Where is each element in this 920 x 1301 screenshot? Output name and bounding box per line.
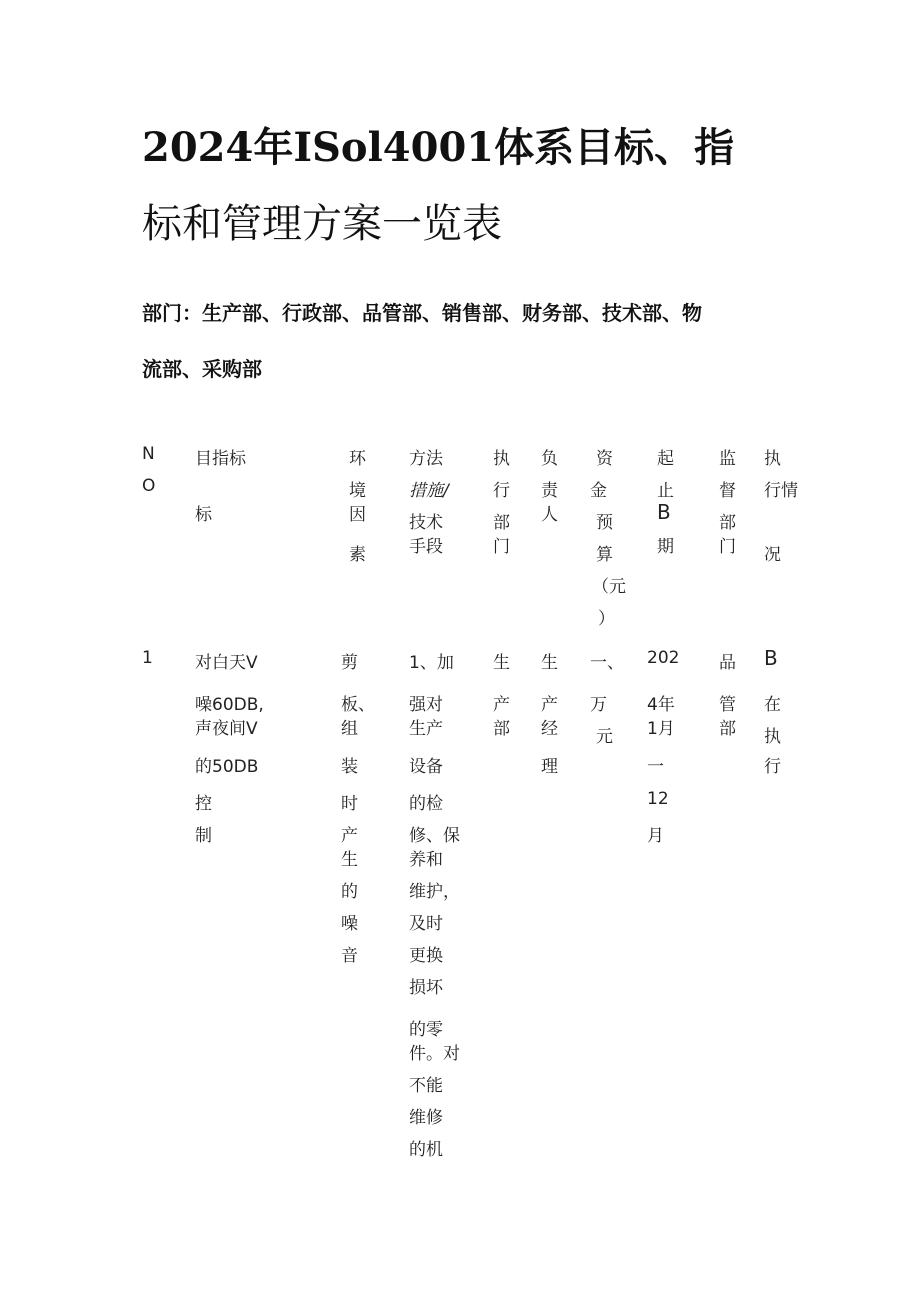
row1-period-line: 202 [647,648,680,668]
row1-period-line: 一 [647,757,664,777]
document-title-line-2: 标和管理方案一览表 [142,201,502,247]
row1-budget-line: 万 [590,695,607,715]
row1-owner-line: 经 [541,719,558,739]
row1-env-line: 生 [341,850,358,870]
row1-env-line: 产 [341,826,358,846]
header-owner-line: 负 [541,449,558,469]
header-status-line: 况 [764,545,781,565]
row1-status-line: 在 [764,695,781,715]
row1-exec-dept-line: 产 [493,695,510,715]
row1-exec-dept-line: 生 [493,653,510,673]
row1-method-line: 的检 [409,794,443,814]
row1-no-line: 1 [142,648,153,668]
row1-env-line: 板、 [341,695,375,715]
header-budget-line: ） [598,609,615,629]
document-title-line-1: 2024年ISol4001体系目标、指 [142,124,735,171]
row1-env-line: 组 [341,719,358,739]
row1-method-line: 的机 [409,1140,443,1160]
header-target-line: 标 [195,505,212,525]
header-period-line: B [657,500,671,524]
row1-method-line: 1、加 [409,653,454,673]
row1-status-line: 行 [764,757,781,777]
row1-method-line: 修、保 [409,826,460,846]
row1-method-line: 强对 [409,695,443,715]
header-budget-line: 金 [590,481,607,501]
row1-env-line: 噪 [341,914,358,934]
row1-period-line: 4年 [647,695,675,715]
row1-method-line: 的零 [409,1020,443,1040]
row1-status-line: B [764,646,778,670]
row1-budget-line: 元 [596,727,613,747]
header-supervisor-line: 部 [719,513,736,533]
header-owner-line: 责 [541,481,558,501]
row1-method-line: 更换 [409,946,443,966]
header-env-line: 素 [349,545,366,565]
row1-method-line: 维护， [409,882,460,902]
header-target-line: 目指标 [195,449,246,469]
row1-env-line: 时 [341,794,358,814]
header-no-line: O [142,476,156,496]
row1-method-line: 不能 [409,1076,443,1096]
header-period-line: 止 [657,481,674,501]
header-supervisor-line: 督 [719,481,736,501]
row1-env-line: 音 [341,946,358,966]
row1-target-line: 的50DB [195,757,259,777]
header-period-line: 期 [657,537,674,557]
header-method-line: 方法 [409,449,443,469]
department-line-1: 部门：生产部、行政部、品管部、销售部、财务部、技术部、物 [142,301,702,325]
row1-target-line: 声夜间V [195,719,258,739]
row1-owner-line: 产 [541,695,558,715]
header-budget-line: 资 [596,449,613,469]
row1-period-line: 月 [647,826,664,846]
row1-supervisor-line: 管 [719,695,736,715]
header-status-line: 行情 [764,481,798,501]
row1-env-line: 的 [341,882,358,902]
row1-env-line: 装 [341,757,358,777]
row1-supervisor-line: 部 [719,719,736,739]
header-method-line: 技术 [409,513,443,533]
row1-method-line: 损坏 [409,978,443,998]
header-exec-dept-line: 部 [493,513,510,533]
row1-method-line: 维修 [409,1108,443,1128]
row1-period-line: 12 [647,789,669,809]
header-method-line: 手段 [409,537,443,557]
row1-method-line: 生产 [409,719,443,739]
header-exec-dept-line: 行 [493,481,510,501]
header-exec-dept-line: 门 [493,537,510,557]
header-env-line: 因 [349,505,366,525]
department-line-2: 流部、采购部 [142,357,262,381]
row1-budget-line: 一、 [590,653,624,673]
header-method-line: 措施/ [409,481,449,501]
row1-method-line: 及时 [409,914,443,934]
header-env-line: 境 [349,481,366,501]
header-env-line: 环 [349,449,366,469]
header-supervisor-line: 门 [719,537,736,557]
row1-period-line: 1月 [647,719,675,739]
row1-target-line: 制 [195,826,212,846]
row1-supervisor-line: 品 [719,653,736,673]
row1-status-line: 执 [764,727,781,747]
row1-owner-line: 生 [541,653,558,673]
header-supervisor-line: 监 [719,449,736,469]
header-status-line: 执 [764,449,781,469]
row1-exec-dept-line: 部 [493,719,510,739]
row1-owner-line: 理 [541,757,558,777]
header-budget-line: 预 [596,513,613,533]
header-exec-dept-line: 执 [493,449,510,469]
row1-target-line: 噪60DB, [195,695,264,715]
header-period-line: 起 [657,449,674,469]
row1-target-line: 对白天V [195,653,258,673]
row1-env-line: 剪 [341,653,358,673]
row1-method-line: 养和 [409,850,443,870]
header-budget-line: （元 [592,577,626,597]
header-owner-line: 人 [541,505,558,525]
row1-method-line: 件。对 [409,1044,460,1064]
row1-method-line: 设备 [409,757,443,777]
header-no-line: N [142,444,155,464]
header-budget-line: 算 [596,545,613,565]
row1-target-line: 控 [195,794,212,814]
